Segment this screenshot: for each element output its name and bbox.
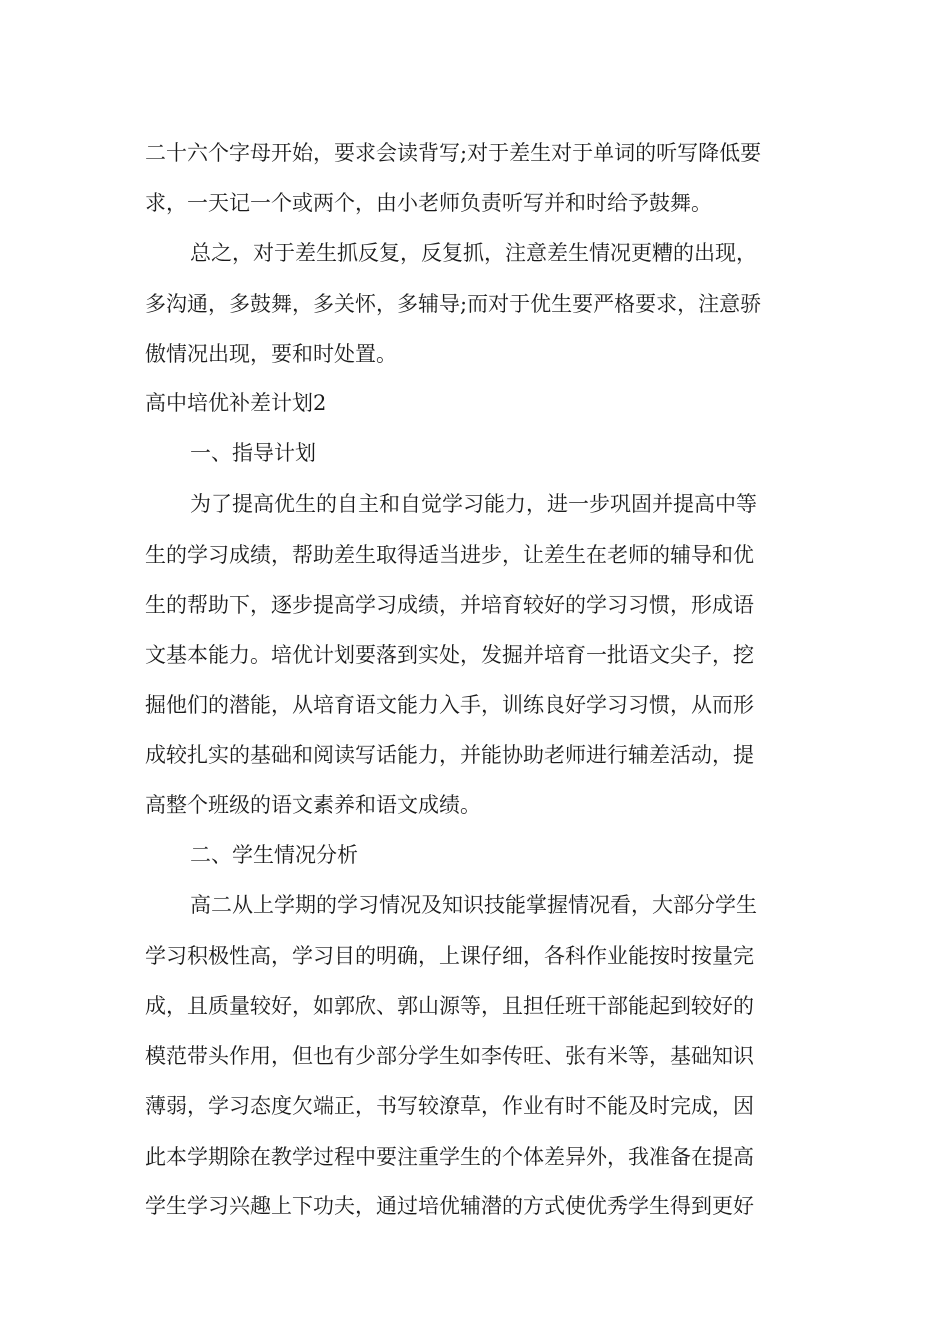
subsection-heading: 二、学生情况分析 — [190, 843, 358, 867]
paragraph-line: 成较扎实的基础和阅读写话能力，并能协助老师进行辅差活动，提 — [145, 743, 754, 767]
paragraph-line: 求，一天记一个或两个，由小老师负责听写并和时给予鼓舞。 — [145, 191, 712, 215]
paragraph-line: 文基本能力。培优计划要落到实处，发掘并培育一批语文尖子，挖 — [145, 643, 754, 667]
paragraph-line: 生的帮助下，逐步提高学习成绩，并培育较好的学习习惯，形成语 — [145, 593, 754, 617]
paragraph-line: 学生学习兴趣上下功夫，通过培优辅潜的方式使优秀学生得到更好 — [145, 1194, 754, 1218]
subsection-heading: 一、指导计划 — [190, 441, 316, 465]
paragraph-line: 学习积极性高，学习目的明确，上课仔细，各科作业能按时按量完 — [145, 944, 754, 968]
paragraph-line: 高二从上学期的学习情况及知识技能掌握情况看，大部分学生 — [190, 893, 757, 917]
paragraph-line: 总之，对于差生抓反复，反复抓，注意差生情况更糟的出现， — [190, 241, 757, 265]
paragraph-line: 二十六个字母开始，要求会读背写;对于差生对于单词的听写降低要 — [145, 141, 762, 165]
paragraph-line: 生的学习成绩，帮助差生取得适当进步，让差生在老师的辅导和优 — [145, 543, 754, 567]
paragraph-line: 此本学期除在教学过程中要注重学生的个体差异外，我准备在提高 — [145, 1145, 754, 1169]
paragraph-line: 傲情况出现，要和时处置。 — [145, 342, 397, 366]
paragraph-line: 为了提高优生的自主和自觉学习能力，进一步巩固并提高中等 — [190, 492, 757, 516]
paragraph-line: 模范带头作用，但也有少部分学生如李传旺、张有米等，基础知识 — [145, 1044, 754, 1068]
paragraph-line: 多沟通，多鼓舞，多关怀，多辅导;而对于优生要严格要求，注意骄 — [145, 292, 762, 316]
paragraph-line: 高整个班级的语文素养和语文成绩。 — [145, 793, 481, 817]
paragraph-line: 掘他们的潜能，从培育语文能力入手，训练良好学习习惯，从而形 — [145, 693, 754, 717]
paragraph-line: 成，且质量较好，如郭欣、郭山源等，且担任班干部能起到较好的 — [145, 994, 754, 1018]
paragraph-line: 薄弱，学习态度欠端正，书写较潦草，作业有时不能及时完成，因 — [145, 1094, 754, 1118]
section-heading: 高中培优补差计划2 — [145, 391, 327, 415]
